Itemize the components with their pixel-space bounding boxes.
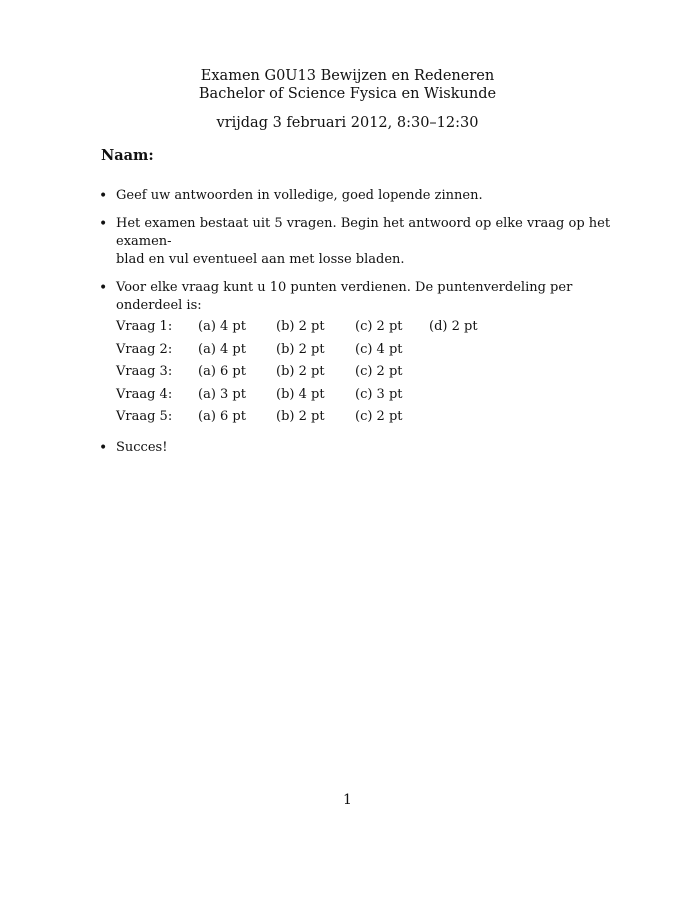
part-points bbox=[429, 408, 489, 431]
points-row bbox=[116, 318, 489, 341]
points-row bbox=[116, 408, 489, 431]
instruction-item bbox=[99, 215, 619, 269]
part-points: (c) 2 pt bbox=[355, 364, 403, 379]
instruction-text: Voor elke vraag kunt u 10 punten verdienen. De puntenverdeling per onderdeel is: bbox=[116, 280, 573, 313]
part-points: (c) 4 pt bbox=[355, 341, 403, 357]
part-points: (c) 2 pt bbox=[355, 409, 403, 424]
part-points: (b) 2 pt bbox=[276, 364, 325, 379]
name-label: Naam: bbox=[101, 147, 154, 164]
part-points: (c) 2 pt bbox=[355, 319, 403, 334]
instruction-item bbox=[99, 187, 619, 205]
instruction-item bbox=[99, 279, 619, 431]
part-points: (a) 4 pt bbox=[198, 319, 246, 334]
part-points: (b) 2 pt bbox=[276, 319, 325, 334]
instruction-text: Het examen bestaat uit 5 vragen. Begin het antwoord op elke vraag op het examen- bbox=[116, 216, 611, 249]
question-label: Vraag 1: bbox=[116, 319, 173, 334]
instruction-text-continued: blad en vul eventueel aan met losse bladen. bbox=[116, 252, 405, 267]
bullet-icon: • bbox=[99, 188, 108, 204]
part-points bbox=[429, 363, 489, 386]
part-points: (a) 3 pt bbox=[198, 386, 246, 402]
points-row bbox=[116, 341, 489, 364]
points-row bbox=[116, 363, 489, 386]
instruction-text: Succes! bbox=[116, 439, 168, 455]
part-points bbox=[429, 341, 489, 364]
exam-subtitle: Bachelor of Science Fysica en Wiskunde bbox=[198, 86, 497, 102]
bullet-icon: • bbox=[99, 280, 108, 296]
instruction-text: Geef uw antwoorden in volledige, goed lopende zinnen. bbox=[116, 188, 483, 203]
instruction-item bbox=[99, 439, 619, 457]
part-points: (d) 2 pt bbox=[429, 319, 478, 334]
part-points: (a) 4 pt bbox=[198, 341, 246, 357]
question-label: Vraag 5: bbox=[116, 409, 173, 424]
part-points: (a) 6 pt bbox=[198, 364, 246, 379]
part-points: (b) 2 pt bbox=[276, 341, 325, 357]
part-points: (b) 2 pt bbox=[276, 409, 325, 424]
bullet-icon: • bbox=[99, 216, 108, 232]
part-points: (a) 6 pt bbox=[198, 409, 246, 424]
part-points: (c) 3 pt bbox=[355, 386, 403, 402]
question-label: Vraag 4: bbox=[116, 386, 173, 402]
question-label: Vraag 3: bbox=[116, 364, 173, 379]
exam-title: Examen G0U13 Bewijzen en Redeneren bbox=[200, 68, 495, 84]
exam-header bbox=[0, 67, 695, 103]
points-table bbox=[116, 318, 489, 431]
part-points: (b) 4 pt bbox=[276, 386, 325, 402]
part-points bbox=[429, 386, 489, 409]
points-row bbox=[116, 386, 489, 409]
instructions-list bbox=[99, 187, 619, 457]
exam-date: vrijdag 3 februari 2012, 8:30–12:30 bbox=[216, 115, 479, 131]
bullet-icon: • bbox=[99, 439, 108, 456]
question-label: Vraag 2: bbox=[116, 341, 173, 357]
page-number: 1 bbox=[343, 792, 352, 808]
